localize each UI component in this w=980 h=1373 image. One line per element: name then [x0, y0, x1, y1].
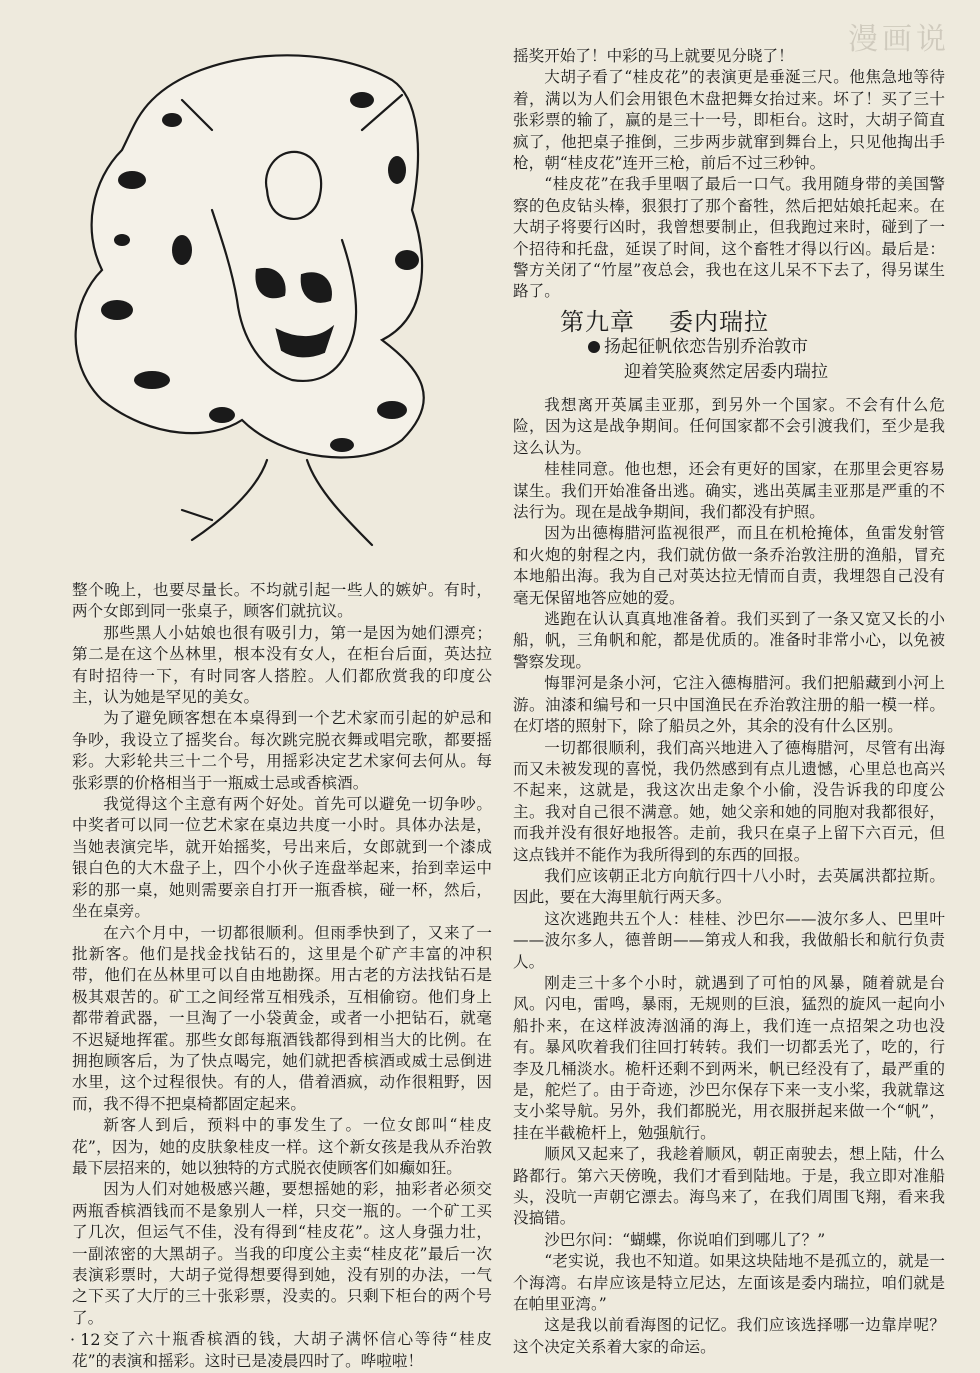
right-column-top-text	[513, 46, 945, 303]
chapter-number: 第九章	[560, 308, 635, 336]
paragraph: 因为人们对她极感兴趣，要想摇她的彩，抽彩者必须交两瓶香槟酒钱而不是象别人一样，只交一瓶的。一个矿工买了几次，但运气不佳，没有得到“桂皮花”。这人身强力壮，一副浓密的大黑胡子。当我的印度公主卖“桂皮花”最后一次表演彩票时，大胡子觉得想要得到她，没有别的办法，一气之下买了大厅的三十张彩票，没卖的。只剩下柜台的两个号了。	[72, 1180, 492, 1327]
paragraph: 沙巴尔问：“蝴蝶，你说咱们到哪儿了？”	[544, 1230, 826, 1249]
paragraph: 那些黑人小姑娘也很有吸引力，第一是因为她们漂亮；第二是在这个丛林里，根本没有女人，在柜台后面，英达拉有时招待一下，有时同客人搭腔。人们都欣赏我的印度公主，认为她是罕见的美女。	[72, 623, 492, 707]
paragraph: 交了六十瓶香槟酒的钱，大胡子满怀信心等待“桂皮花”的表演和摇彩。这时已是凌晨四时了。哗啦啦！	[72, 1330, 492, 1370]
paragraph: 逃跑在认认真真地准备着。我们买到了一条又宽又长的小船，帆，三角帆和舵，都是优质的。准备时非常小心，以免被警察发现。	[513, 610, 945, 671]
paragraph: 我们应该朝正北方向航行四十八小时，去英属洪都拉斯。因此，要在大海里航行两天多。	[513, 866, 945, 907]
right-column-bottom-text	[513, 395, 945, 1358]
paragraph: 我想离开英属圭亚那，到另外一个国家。不会有什么危险，因为这是战争期间。任何国家都不会引渡我们，至少是我这么认为。	[513, 396, 945, 457]
paragraph: “桂皮花”在我手里咽了最后一口气。我用随身带的美国警察的色皮钻头棒，狠狠打了那个畜牲，然后把姑娘托起来。在大胡子将要行凶时，我曾想要制止，但我跑过来时，碰到了一个招待和托盘，延误了时间，这个畜牲才得以行凶。最后是：警方关闭了“竹屋”夜总会，我也在这儿呆不下去了，得另谋生路了。	[513, 175, 945, 301]
bullet-icon	[588, 341, 600, 353]
paragraph: 一切都很顺利，我们高兴地进入了德梅腊河，尽管有出海而又未被发现的喜悦，我仍然感到有点儿遗憾，心里总也高兴不起来，这就是，我这次出走象个小偷，没告诉我的印度公主。我对自己很不满意。她，她父亲和她的同胞对我都很好，而我并没有很好地报答。走前，我只在桌子上留下六百元，但这点钱并不能作为我所得到的东西的回报。	[513, 738, 945, 864]
paragraph: 桂桂同意。他也想，还会有更好的国家，在那里会更容易谋生。我们开始准备出逃。确实，逃出英属圭亚那是严重的不法行为。现在是战争期间，我们都没有护照。	[513, 460, 945, 522]
paragraph: 摇奖开始了！中彩的马上就要见分晓了！	[513, 47, 794, 65]
paragraph: 顺风又起来了，我趁着顺风，朝正南驶去，想上陆，什么路都行。第六天傍晚，我们才看到陆地。于是，我立即对准船头，没吭一声朝它漂去。海鸟来了，在我们周围飞翔，看来我没搞错。	[513, 1145, 945, 1228]
paragraph: 为了避免顾客想在本桌得到一个艺术家而引起的妒忌和争吵，我设立了摇奖台。每次跳完脱衣舞或唱完歌，都要摇彩。大彩轮共三十二个号，用摇彩决定艺术家何去何从。每张彩票的价格相当于一瓶威士忌或香槟酒。	[72, 709, 492, 792]
paragraph: 整个晚上，也要尽量长。不均就引起一些人的嫉妒。有时，两个女郎到同一张桌子，顾客们就抗议。	[72, 581, 492, 621]
paragraph: 在六个月中，一切都很顺利。但雨季快到了，又来了一批新客。他们是找金找钻石的，这里是个矿产丰富的冲积带，他们在丛林里可以自由地勘探。用古老的方法找钻石是极其艰苦的。矿工之间经常互相残杀，互相偷窃。他们身上都带着武器，一旦淘了一小袋黄金，或者一小把钻石，就毫不迟疑地挥霍。那些女郎每瓶酒钱都得到相当大的比例。在拥抱顾客后，为了快点喝完，她们就把香槟酒或威士忌倒进水里，这个过程很快。有的人，借着酒疯，动作很粗野，因而，我不得不把桌椅都固定起来。	[72, 923, 492, 1113]
paragraph: 这是我以前看海图的记忆。我们应该选择哪一边靠岸呢？这个决定关系着大家的命运。	[513, 1316, 945, 1356]
paragraph: 大胡子看了“桂皮花”的表演更是垂涎三尺。他焦急地等待着，满以为人们会用银色木盘把舞女抬过来。坏了！买了三十张彩票的输了，赢的是三十一号，即柜台。这时，大胡子简直疯了，他把桌子推倒，三步两步就窜到舞台上，只见他掏出手枪，朝“桂皮花”连开三枪，前后不过三秒钟。	[513, 68, 945, 173]
chapter-subtitle-1: 扬起征帆依恋告别乔治敦市	[588, 332, 808, 357]
page-number: · 12 ·	[70, 1330, 111, 1349]
paragraph: “老实说，我也不知道。如果这块陆地不是孤立的，就是一个海湾。右岸应该是特立尼达，左面该是委内瑞拉，咱们就是在帕里亚湾。”	[513, 1252, 945, 1314]
watermark: 漫画说	[848, 22, 950, 57]
paragraph: 我觉得这个主意有两个好处。首先可以避免一切争吵。中奖者可以同一位艺术家在桌边共度一小时。具体办法是，当她表演完毕，就开始摇奖，号出来后，女郎就到一个漆成银白色的大木盘子上，四个小伙子连盘举起来，抬到幸运中彩的那一桌，她则需要亲自打开一瓶香槟，碰一杯，然后，坐在桌旁。	[72, 795, 492, 921]
left-column-text	[72, 580, 492, 1372]
paragraph: 新客人到后，预料中的事发生了。一位女郎叫“桂皮花”，因为，她的皮肤象桂皮一样。这个新女孩是我从乔治敦最下层招来的，她以独特的方式脱衣使顾客们如癫如狂。	[72, 1116, 492, 1177]
paragraph: 刚走三十多个小时，就遇到了可怕的风暴，随着就是台风。闪电，雷鸣，暴雨，无规则的巨浪，猛烈的旋风一起向小船扑来，在这样波涛汹涌的海上，我们连一点招架之功也没有。暴风吹着我们往回打转转。我们一切都丢光了，吃的，行李及几桶淡水。桅杆还剩不到两米，帆已经没有了，最严重的是，舵烂了。由于奇迹，沙巴尔保存下来一支小桨，我就靠这支小桨导航。另外，我们都脱光，用衣服拼起来做一个“帆”，挂在半截桅杆上，勉强航行。	[513, 973, 945, 1142]
chapter-subtitle-2: 迎着笑脸爽然定居委内瑞拉	[624, 362, 828, 382]
chapter-name: 委内瑞拉	[669, 308, 769, 336]
paragraph: 这次逃跑共五个人：桂桂、沙巴尔——波尔多人、巴里叶——波尔多人，德普朗——第戎人和我，我做船长和航行负责人。	[513, 909, 945, 971]
dancer-illustration	[62, 40, 492, 575]
paragraph: 悔罪河是条小河，它注入德梅腊河。我们把船藏到小河上游。油漆和编号和一只中国渔民在乔治敦注册的船一模一样。在灯塔的照射下，除了船员之外，其余的没有什么区别。	[513, 674, 945, 736]
paragraph: 因为出德梅腊河监视很严，而且在机枪掩体，鱼雷发射管和火炮的射程之内，我们就仿做一条乔治敦注册的渔船，冒充本地船出海。我为自己对英达拉无情而自责，我埋怨自己没有毫无保留地答应她的爱。	[513, 524, 945, 607]
